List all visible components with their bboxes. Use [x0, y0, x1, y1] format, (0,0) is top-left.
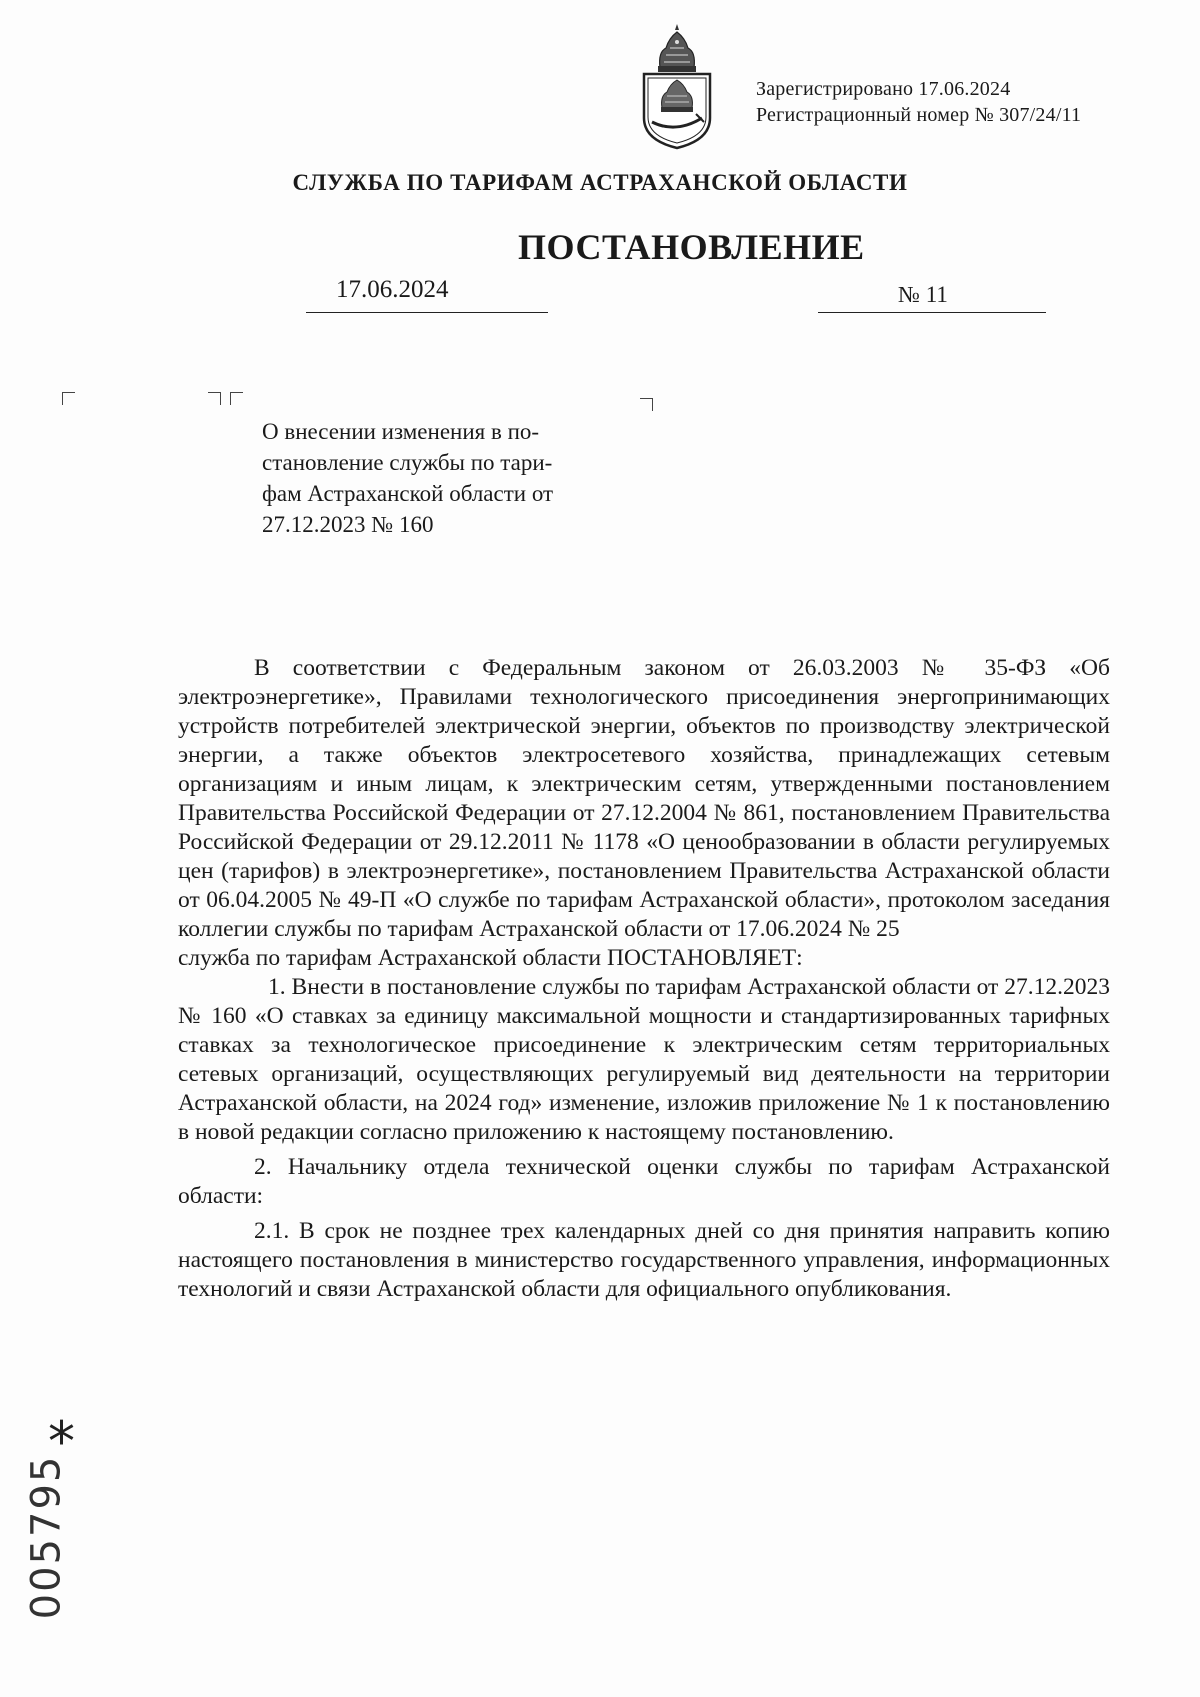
document-number: № 11	[898, 282, 948, 307]
registration-date: Зарегистрировано 17.06.2024	[756, 78, 1011, 100]
corner-mark	[640, 398, 653, 411]
document-date: 17.06.2024	[336, 276, 449, 303]
agency-name-text: СЛУЖБА ПО ТАРИФАМ АСТРАХАНСКОЙ ОБЛАСТИ	[292, 170, 908, 195]
subject-line: становление службы по тари-	[262, 450, 553, 475]
side-stamp-digits: 005795	[23, 1454, 70, 1620]
subject-line: фам Астраханской области от	[262, 481, 554, 506]
item-2-1-paragraph: 2.1. В срок не позднее трех календарных дней со дня принятия направить копию настоящего постановления в министерство государственного управления, информационных технологий и связи Астраханской области для официального опубликования.	[178, 1218, 1110, 1302]
item-1-paragraph: 1. Внести в постановление службы по тарифам Астраханской области от 27.12.2023 № 160 «О ставках за единицу максимальной мощности и стандартизированных тарифных ставках за технологическое присоединение к электрическим сетям территориальных сетевых организаций, осуществляющих регулируемый вид деятельности на территории Астраханской области, на 2024 год» изменение, изложив приложение № 1 к постановлению в новой редакции согласно приложению к настоящему постановлению.	[178, 974, 1110, 1145]
document-subject	[262, 416, 632, 540]
side-stamp-symbol: *	[48, 1410, 75, 1473]
agency-name	[0, 170, 1200, 196]
decree-line: служба по тарифам Астраханской области ПОСТАНОВЛЯЕТ:	[178, 945, 803, 971]
preamble-paragraph: В соответствии с Федеральным законом от 26.03.2003 № 35-ФЗ «Об электроэнергетике», Правилами технологического присоединения энергопринимающих устройств потребителей электрической энергии, объектов по производству электрической энергии, а также объектов электросетевого хозяйства, принадлежащих сетевым организациям и иным лицам, к электрическим сетям, утвержденными постановлением Правительства Российской Федерации от 27.12.2004 № 861, постановлением Правительства Российской Федерации от 29.12.2011 № 1178 «О ценообразовании в области регулируемых цен (тарифов) в электроэнергетике», постановлением Правительства Астраханской области от 06.04.2005 № 49-П «О службе по тарифам Астраханской области», протоколом заседания коллегии службы по тарифам Астраханской области от 17.06.2024 № 25	[178, 655, 1110, 942]
subject-line: 27.12.2023 № 160	[262, 512, 434, 537]
side-stamp	[23, 1410, 98, 1670]
document-date-field	[306, 276, 548, 313]
corner-mark	[62, 392, 75, 405]
coat-of-arms-icon	[636, 22, 718, 150]
subject-line: О внесении изменения в по-	[262, 419, 540, 444]
document-number-field	[818, 276, 1046, 313]
corner-mark	[230, 392, 243, 405]
item-2-paragraph: 2. Начальнику отдела технической оценки службы по тарифам Астраханской области:	[178, 1154, 1110, 1209]
document-body	[178, 654, 1110, 1304]
document-type: ПОСТАНОВЛЕНИЕ	[518, 227, 865, 267]
registration-stamp	[756, 76, 1081, 128]
corner-mark	[208, 392, 221, 405]
registration-number: Регистрационный номер № 307/24/11	[756, 104, 1082, 126]
